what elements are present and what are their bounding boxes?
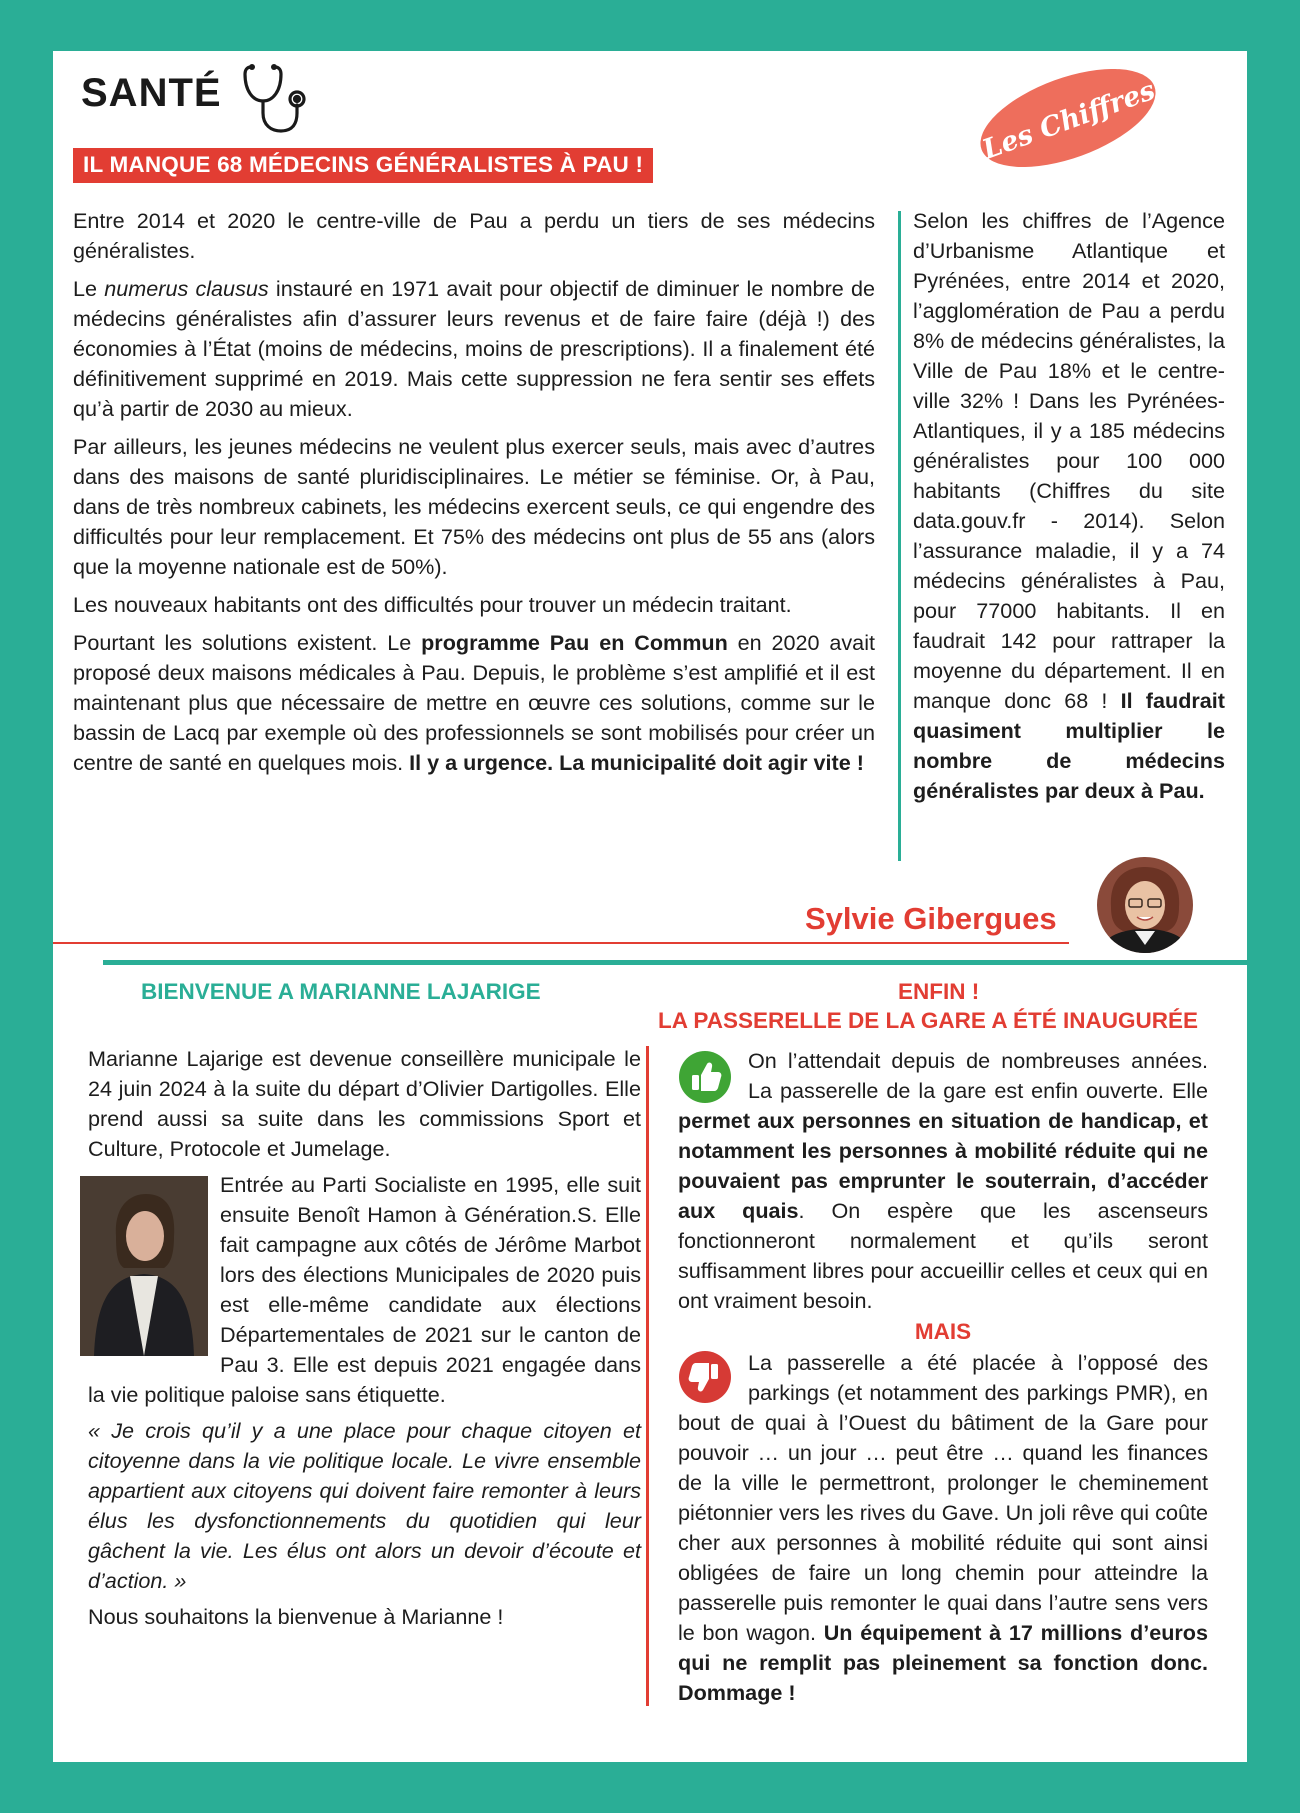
section-divider bbox=[103, 960, 1247, 965]
welcome-quote: « Je crois qu’il y a une place pour chaque citoyen et citoyenne dans la vie politique locale. Le vivre ensemble appartient aux citoyens qui doivent faire remonter à leurs élus les dysfonctionnements du quotidien qui leur gâchent la vie. Les élus ont alors un devoir d’écoute et d’action. » bbox=[88, 1418, 641, 1593]
gare-heading-2: LA PASSERELLE DE LA GARE A ÉTÉ INAUGURÉE bbox=[658, 1008, 1199, 1033]
gare-article bbox=[678, 1046, 1208, 1708]
chiffres-badge bbox=[968, 69, 1168, 167]
numerus-clausus: numerus clausus bbox=[104, 276, 269, 301]
welcome-heading: BIENVENUE A MARIANNE LAJARIGE bbox=[141, 979, 541, 1004]
gare-paragraph-1: On l’attendait depuis de nombreuses années. La passerelle de la gare est enfin ouverte. Elle permet aux personnes en situation de handicap, et notamment les personnes à mobilité réduite qui ne pouvaient pas emprunter le souterrain, d’accéder aux quais. On espère que les ascenseurs fonctionneront normalement et qu’ils seront suffisamment libres pour accueillir celles et ceux qui en ont vraiment besoin. bbox=[678, 1048, 1208, 1313]
main-paragraph-1: Entre 2014 et 2020 le centre-ville de Pau a perdu un tiers de ses médecins généralistes. bbox=[73, 208, 875, 263]
author-name: Sylvie Gibergues bbox=[805, 901, 1057, 936]
figures-sidebar bbox=[913, 206, 1225, 814]
main-paragraph-3: Par ailleurs, les jeunes médecins ne veulent plus exercer seuls, mais avec d’autres dans des maisons de santé pluridisciplinaires. Le métier se féminise. Or, à Pau, dans de très nombreux cabinets, les médecins exercent seuls, ce qui engendre des difficultés pour leur remplacement. Et 75% des médecins ont plus de 55 ans (alors que la moyenne nationale est de 50%). bbox=[73, 434, 875, 579]
thumbs-up-icon bbox=[678, 1050, 732, 1104]
gare-heading-1: ENFIN ! bbox=[898, 979, 980, 1004]
headline-banner: IL MANQUE 68 MÉDECINS GÉNÉRALISTES À PAU ! bbox=[73, 148, 653, 183]
main-paragraph-5: Pourtant les solutions existent. Le programme Pau en Commun en 2020 avait proposé deux maisons médicales à Pau. Depuis, le problème s’est amplifié et il est maintenant plus que nécessaire de mettre en œuvre ces solutions, comme sur le bassin de Lacq par exemple où des professionnels se sont mobilisés pour créer un centre de santé en quelques mois. Il y a urgence. La municipalité doit agir vite ! bbox=[73, 630, 875, 775]
main-paragraph-2: Le numerus clausus instauré en 1971 avait pour objectif de diminuer le nombre de médecins généralistes afin d’assurer leurs revenus et de faire faire (déjà !) des économies à l’État (moins de médecins, moins de prescriptions). Il a finalement été définitivement supprimé en 2019. Mais cette suppression ne fera sentir ses effets qu’à partir de 2030 au mieux. bbox=[73, 276, 875, 421]
gare-paragraph-2: La passerelle a été placée à l’opposé des parkings (et notamment des parkings PMR), en bout de quai à l’Ouest du bâtiment de la Gare pour pouvoir … un jour … peut être … quand les finances de la ville le permettront, prolonger le cheminement piétonnier vers les rives du Gave. Un joli rêve qui coûte cher aux personnes à mobilité réduite qui sont ainsi obligées de faire un long chemin pour atteindre la passerelle puis remonter le quai dans l’autre sens vers le bon wagon. Un équipement à 17 millions d’euros qui ne remplit pas pleinement sa fonction donc. Dommage ! bbox=[678, 1350, 1208, 1705]
page bbox=[53, 51, 1247, 1762]
column-divider bbox=[646, 1046, 649, 1706]
chiffres-badge-label: Les Chiffres bbox=[978, 74, 1160, 166]
thumbs-down-icon bbox=[678, 1350, 732, 1404]
author-underline bbox=[53, 942, 1069, 944]
stethoscope-icon bbox=[241, 61, 321, 137]
mais-heading: MAIS bbox=[914, 1319, 972, 1344]
main-paragraph-4: Les nouveaux habitants ont des difficultés pour trouver un médecin traitant. bbox=[73, 592, 792, 617]
welcome-article bbox=[88, 1044, 641, 1638]
welcome-paragraph-2: Entrée au Parti Socialiste en 1995, elle suit ensuite Benoît Hamon à Génération.S. Elle fait campagne aux côtés de Jérôme Marbot lors des élections Municipales de 2020 puis est elle-même candidate aux élections Départementales de 2021 sur le canton de Pau 3. Elle est depuis 2021 engagée dans la vie politique paloise sans étiquette. bbox=[88, 1172, 641, 1407]
author-avatar bbox=[1097, 857, 1193, 953]
welcome-paragraph-1: Marianne Lajarige est devenue conseillère municipale le 24 juin 2024 à la suite du départ d’Olivier Dartigolles. Elle prend aussi sa suite dans les commissions Sport et Culture, Protocole et Jumelage. bbox=[88, 1046, 641, 1161]
welcome-paragraph-2-block bbox=[88, 1170, 641, 1410]
figures-text: Selon les chiffres de l’Agence d’Urbanisme Atlantique et Pyrénées, entre 2014 et 2020, l’agglomération de Pau a perdu 8% de médecins généralistes, la Ville de Pau 18% et le centre-ville 32% ! Dans les Pyrénées-Atlantiques, il y a 185 médecins généralistes pour 100 000 habitants (Chiffres du site data.gouv.fr - 2014). Selon l’assurance maladie, il y a 74 médecins généralistes à Pau, pour 77000 habitants. Il en faudrait 142 pour rattraper la moyenne du département. Il en manque donc 68 ! Il faudrait quasiment multiplier le nombre de médecins généralistes par deux à Pau. bbox=[913, 208, 1225, 803]
sidebar-divider bbox=[898, 211, 901, 861]
marianne-photo bbox=[80, 1176, 208, 1356]
section-title: SANTÉ bbox=[81, 71, 222, 115]
welcome-paragraph-3: Nous souhaitons la bienvenue à Marianne ! bbox=[88, 1604, 504, 1629]
main-article bbox=[73, 206, 875, 786]
